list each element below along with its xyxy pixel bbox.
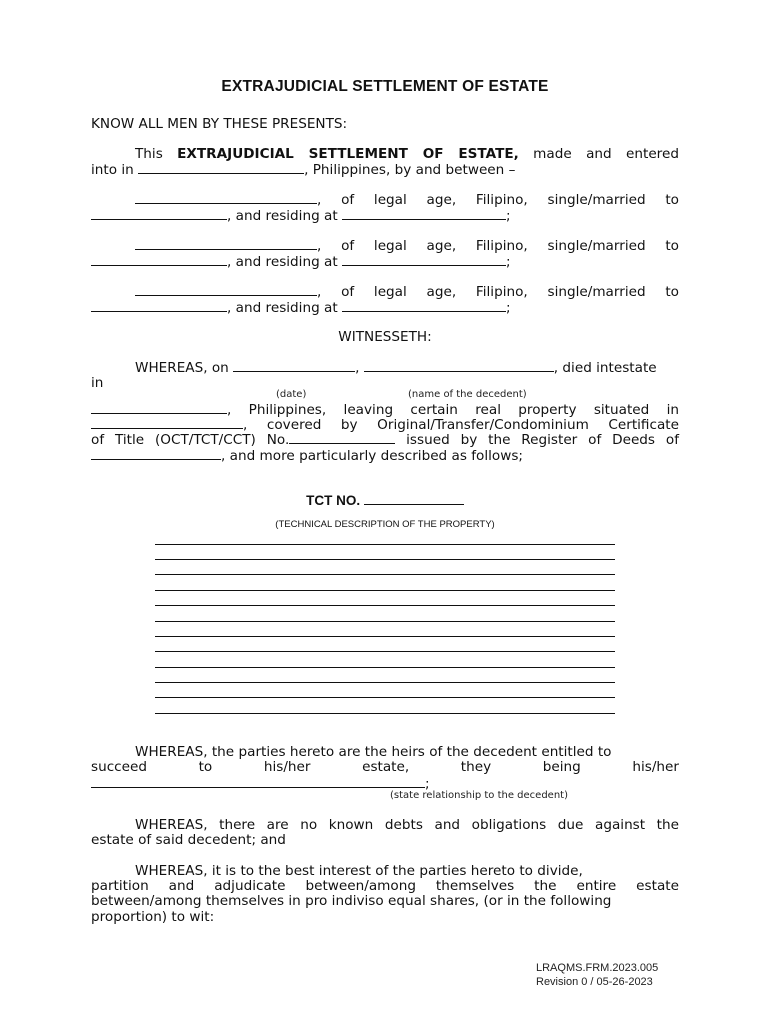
whereas-3-text-1: WHEREAS, there are no known debts and obligations due against the xyxy=(135,817,679,833)
description-rule[interactable] xyxy=(155,697,615,698)
party-1-spouse-blank[interactable] xyxy=(91,207,227,220)
whereas-4-line-4: proportion) to wit: xyxy=(91,909,215,925)
party-1-name-blank[interactable] xyxy=(135,191,317,204)
tct-heading xyxy=(0,492,770,508)
whereas-1-issued: issued by the Register of Deeds of xyxy=(406,432,679,448)
whereas-4-line-2: partition and adjudicate between/among themselves the entire estate xyxy=(91,878,679,894)
party-3-residing: , and residing at xyxy=(227,300,338,316)
party-3-name-blank[interactable] xyxy=(135,283,317,296)
intro-into-in: into in xyxy=(91,162,134,178)
whereas-1-line-1 xyxy=(91,359,679,376)
know-all-men: KNOW ALL MEN BY THESE PRESENTS: xyxy=(91,116,348,132)
whereas-2-line-2: succeed to his/her estate, they being his/her xyxy=(91,759,679,775)
party-2-legal-age: , of legal age, Filipino, single/married to xyxy=(317,238,679,254)
description-rule[interactable] xyxy=(155,667,615,668)
witnesseth-heading: WITNESSETH: xyxy=(338,329,432,345)
description-rule[interactable] xyxy=(155,605,615,606)
description-rule[interactable] xyxy=(155,636,615,637)
party-2-address-blank[interactable] xyxy=(342,253,506,266)
whereas-1-line-5 xyxy=(91,431,679,448)
decedent-name-blank[interactable] xyxy=(364,359,554,372)
description-rule[interactable] xyxy=(155,590,615,591)
whereas-1-leaving: , Philippines, leaving certain real property situated in xyxy=(227,402,679,418)
party-3-line-1 xyxy=(91,283,679,300)
title-number-blank[interactable] xyxy=(289,431,395,444)
party-2-spouse-blank[interactable] xyxy=(91,253,227,266)
party-1-address-blank[interactable] xyxy=(342,207,506,220)
party-3-semicolon: ; xyxy=(506,300,511,316)
whereas-1-in: in xyxy=(91,375,104,391)
place-blank[interactable] xyxy=(138,161,304,174)
party-3-address-blank[interactable] xyxy=(342,299,506,312)
tct-label: TCT NO. xyxy=(306,493,361,508)
party-2-name-blank[interactable] xyxy=(135,237,317,250)
party-1-legal-age: , of legal age, Filipino, single/married to xyxy=(317,192,679,208)
party-1-semicolon: ; xyxy=(506,208,511,224)
party-3-spouse-blank[interactable] xyxy=(91,299,227,312)
whereas-1-died: , died intestate xyxy=(553,360,657,376)
whereas-3-line-2: estate of said decedent; and xyxy=(91,832,286,848)
intro-between: , Philippines, by and between – xyxy=(304,162,516,178)
date-blank[interactable] xyxy=(233,359,355,372)
city-blank[interactable] xyxy=(91,401,227,414)
party-2-line-1 xyxy=(91,237,679,254)
intro-bold-title: EXTRAJUDICIAL SETTLEMENT OF ESTATE, xyxy=(177,146,519,162)
whereas-2-line-1 xyxy=(91,744,679,760)
intro-line-2 xyxy=(91,161,679,178)
description-rule[interactable] xyxy=(155,544,615,545)
party-3-line-2 xyxy=(91,299,679,316)
whereas-1-title-no: of Title (OCT/TCT/CCT) No. xyxy=(91,432,290,448)
whereas-1-line-6 xyxy=(91,447,679,464)
description-rule[interactable] xyxy=(155,682,615,683)
whereas-2-text-1: WHEREAS, the parties hereto are the heirs of the decedent entitled to xyxy=(135,744,612,760)
intro-line-1 xyxy=(91,146,679,162)
whereas-3-line-1 xyxy=(91,817,679,833)
description-rule[interactable] xyxy=(155,651,615,652)
description-rule[interactable] xyxy=(155,713,615,714)
intro-this: This xyxy=(135,146,163,162)
whereas-1-on: WHEREAS, on xyxy=(135,360,229,376)
decedent-name-caption: (name of the decedent) xyxy=(408,389,527,400)
party-1-line-2 xyxy=(91,207,679,224)
party-2-line-2 xyxy=(91,253,679,270)
party-1-line-1 xyxy=(91,191,679,208)
description-rule[interactable] xyxy=(155,559,615,560)
revision-date: Revision 0 / 05-26-2023 xyxy=(536,976,653,988)
party-3-legal-age: , of legal age, Filipino, single/married to xyxy=(317,284,679,300)
relationship-blank[interactable] xyxy=(91,775,425,788)
tct-number-blank[interactable] xyxy=(364,492,464,505)
document-title: EXTRAJUDICIAL SETTLEMENT OF ESTATE xyxy=(221,78,549,95)
whereas-4-line-3: between/among themselves in pro indiviso equal shares, (or in the following xyxy=(91,893,612,909)
party-2-residing: , and residing at xyxy=(227,254,338,270)
description-rule[interactable] xyxy=(155,574,615,575)
party-2-semicolon: ; xyxy=(506,254,511,270)
whereas-1-described: , and more particularly described as follows; xyxy=(221,448,523,464)
whereas-1-covered: , covered by Original/Transfer/Condominium Certificate xyxy=(243,417,679,433)
location-blank[interactable] xyxy=(91,416,243,429)
whereas-2-semicolon: ; xyxy=(425,776,430,792)
whereas-1-comma: , xyxy=(355,360,360,376)
whereas-4-line-1 xyxy=(91,863,679,879)
whereas-2-line-3 xyxy=(91,775,679,792)
intro-made: made and entered xyxy=(533,146,679,162)
relationship-caption: (state relationship to the decedent) xyxy=(390,790,568,801)
party-1-residing: , and residing at xyxy=(227,208,338,224)
technical-description-caption: (TECHNICAL DESCRIPTION OF THE PROPERTY) xyxy=(275,519,495,530)
description-rule[interactable] xyxy=(155,621,615,622)
form-number: LRAQMS.FRM.2023.005 xyxy=(536,962,659,974)
registry-blank[interactable] xyxy=(91,447,221,460)
date-caption: (date) xyxy=(276,389,307,400)
whereas-4-text-1: WHEREAS, it is to the best interest of the parties hereto to divide, xyxy=(135,863,583,879)
